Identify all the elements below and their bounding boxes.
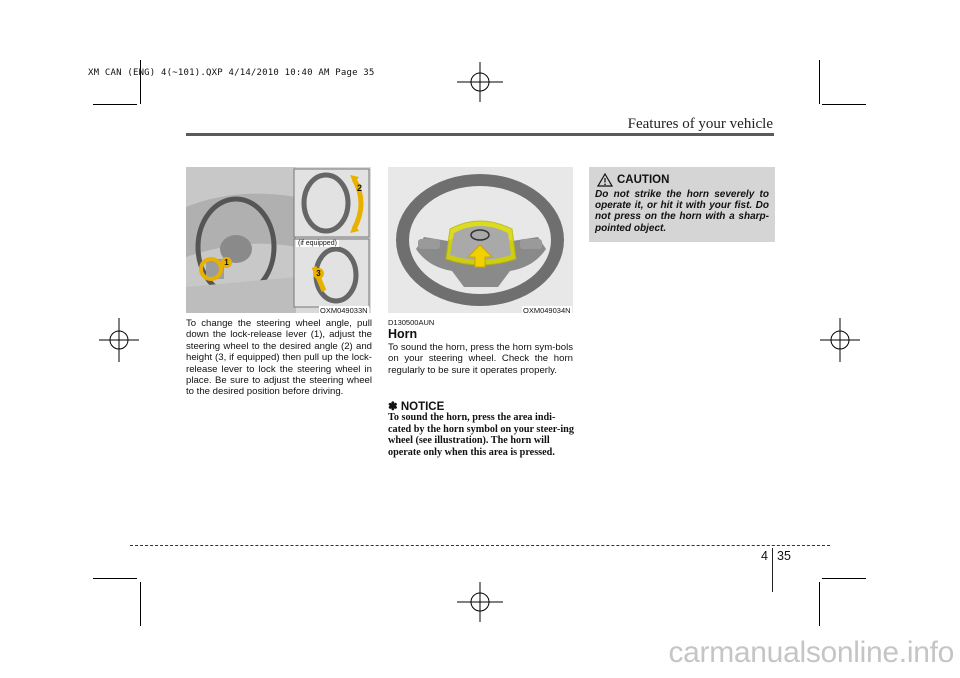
callout-2: 2 bbox=[356, 183, 362, 193]
figure-code-2: OXM049034N bbox=[523, 306, 571, 315]
section-code: D130500AUN bbox=[388, 318, 435, 327]
section-title: Features of your vehicle bbox=[627, 116, 773, 132]
caution-title: CAUTION bbox=[617, 174, 670, 186]
notice-title: ✽ NOTICE bbox=[388, 401, 445, 413]
steering-adjust-drawing bbox=[186, 167, 371, 313]
header-rule bbox=[186, 133, 774, 136]
steering-adjust-illustration bbox=[186, 167, 371, 313]
watermark: carmanualsonline.info bbox=[668, 636, 954, 669]
caution-text: Do not strike the horn severely to operate it, or hit it with your fist. Do not press on the horn with a sharp-pointed object. bbox=[595, 189, 769, 234]
notice-text: To sound the horn, press the area indi-cated by the horn symbol on your steer-ing wheel (see illustration). The horn will operate only when this area is pressed. bbox=[388, 412, 574, 458]
steering-adjust-paragraph: To change the steering wheel angle, pull down the lock-release lever (1), adjust the steering wheel to the desired angle (2) and height (3, if equipped) then pull up the lock-release lever to lock the steering wheel in place. Be sure to adjust the steering wheel to the desired position before driving. bbox=[186, 318, 372, 398]
horn-paragraph: To sound the horn, press the horn sym-bols on your steering wheel. Check the horn regularly to be sure it operates properly. bbox=[388, 342, 573, 376]
callout-1: 1 bbox=[221, 257, 232, 268]
horn-wheel-drawing bbox=[388, 167, 573, 313]
horn-heading: Horn bbox=[388, 327, 418, 341]
callout-3: 3 bbox=[313, 268, 324, 279]
file-slug: XM CAN (ENG) 4(~101).QXP 4/14/2010 10:40 AM Page 35 bbox=[88, 68, 375, 78]
page-number-divider bbox=[772, 548, 773, 592]
chapter-number: 4 bbox=[761, 549, 768, 563]
page-number: 35 bbox=[777, 549, 791, 563]
if-equipped-note: (if equipped) bbox=[298, 240, 337, 247]
warning-triangle-icon bbox=[597, 173, 613, 187]
caution-box bbox=[589, 167, 775, 242]
footer-rule bbox=[130, 545, 830, 546]
figure-code-1: OXM049033N bbox=[320, 306, 368, 315]
horn-illustration bbox=[388, 167, 573, 313]
